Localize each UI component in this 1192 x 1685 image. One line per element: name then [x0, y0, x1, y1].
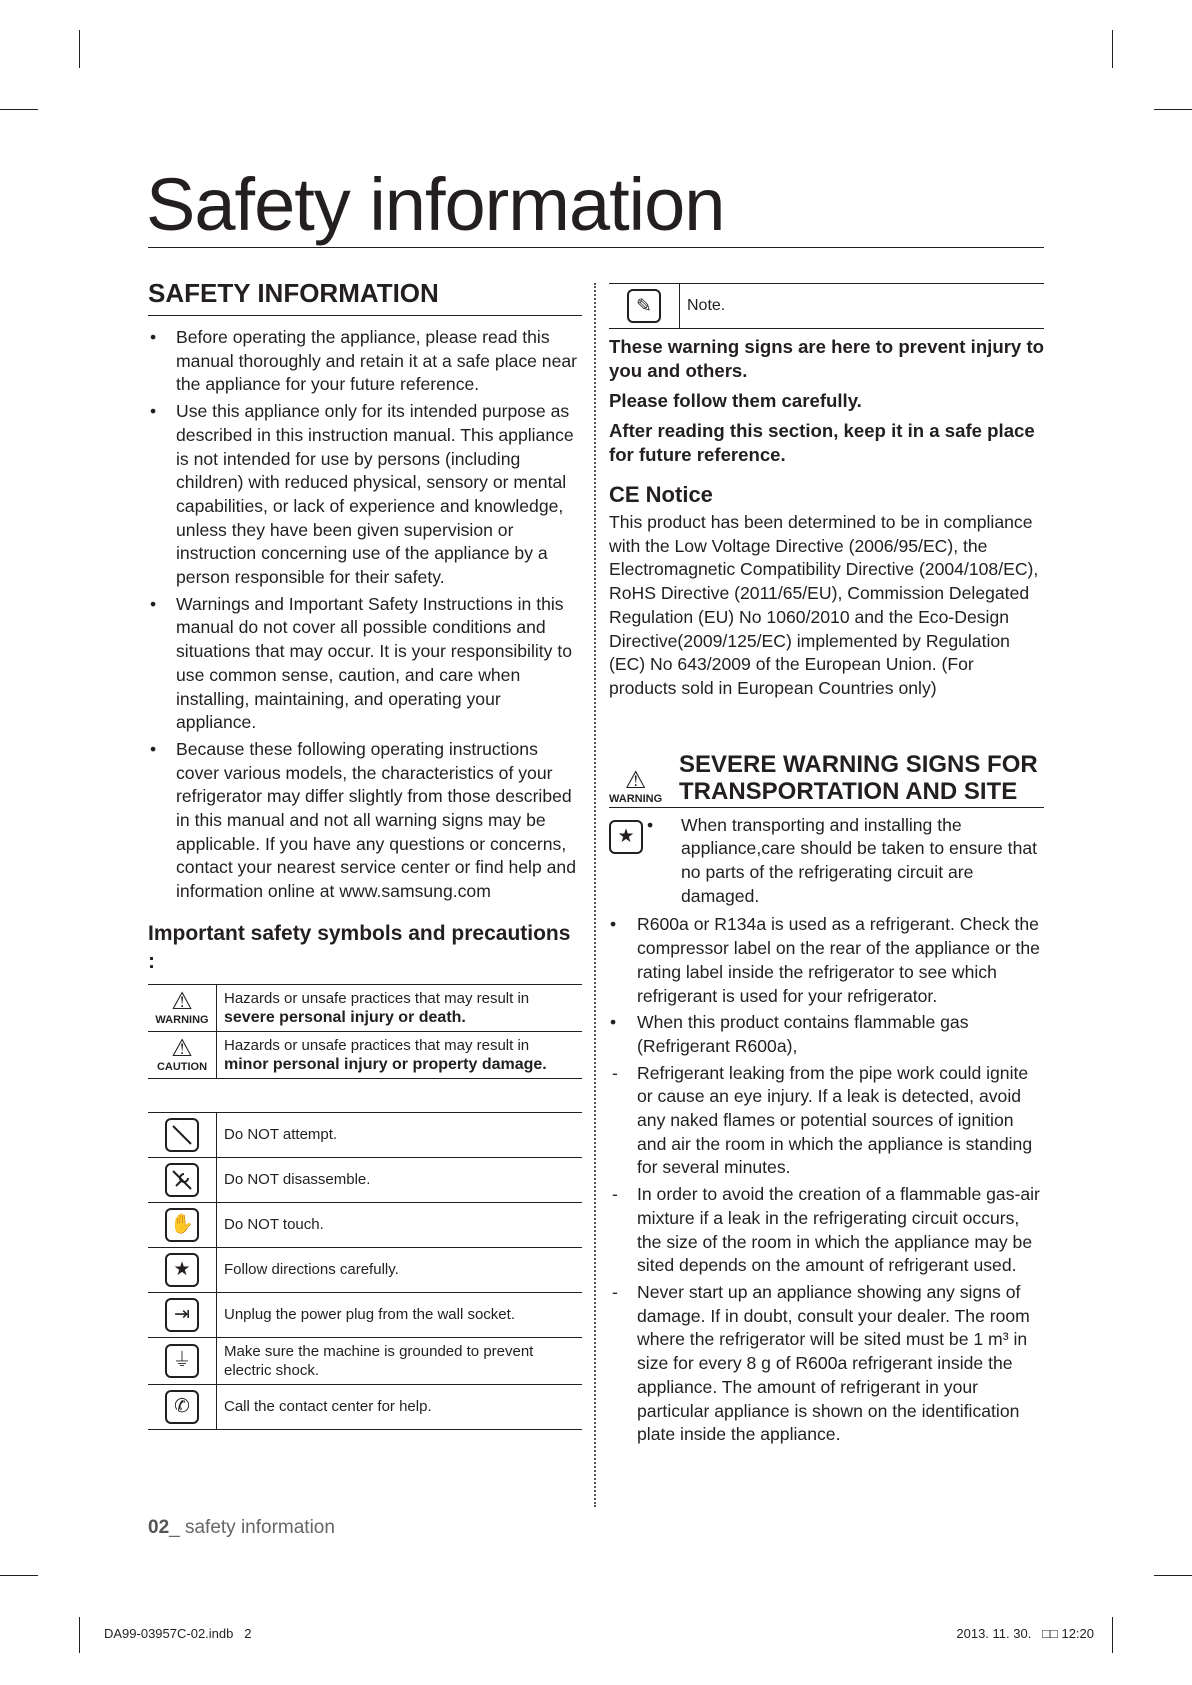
warning-icon: ⚠ WARNING: [155, 987, 209, 1026]
crop-mark: [1112, 30, 1113, 68]
title-rule: [148, 247, 1044, 248]
list-item: • Before operating the appliance, please read this manual thoroughly and retain it at a safe place near the appliance for your future reference.: [148, 326, 582, 397]
hazard-text: Hazards or unsafe practices that may result in: [224, 989, 530, 1007]
list-item: - Never start up an appliance showing any signs of damage. If in doubt, consult your dealer. The room where the refrigerator will be sited must be 1 m³ in size for every 8 g of R600a refrigerant inside the appliance. The amount of refrigerant in your particular appliance is shown on the identification plate inside the appliance.: [609, 1281, 1044, 1447]
symbols-heading: Important safety symbols and precautions :: [148, 921, 571, 973]
list-item: • R600a or R134a is used as a refrigerant. Check the compressor label on the rear of the appliance or the rating label inside the refrigerator to see which refrigerant is used for your refrigerator.: [609, 913, 1044, 1008]
table-row: [148, 1157, 582, 1202]
severe-warning-heading: SEVERE WARNING SIGNS FOR: [679, 750, 1038, 778]
page-footer: [148, 1517, 335, 1539]
table-row: [148, 1031, 582, 1078]
do-not-touch-icon: ✋: [165, 1208, 199, 1242]
page-number: 02: [148, 1517, 170, 1538]
page-title: Safety information: [146, 163, 725, 246]
star-bullet-row: [609, 814, 1044, 912]
table-row: [148, 984, 582, 1031]
star-icon: ★: [609, 820, 643, 854]
hazard-emphasis: severe personal injury or death.: [224, 1008, 466, 1026]
symbol-text: Follow directions carefully.: [217, 1247, 583, 1292]
table-row: [148, 1337, 582, 1384]
crop-mark: [1154, 1575, 1192, 1576]
safety-bullets: [148, 326, 582, 904]
ce-notice-heading: CE Notice: [609, 482, 713, 507]
do-not-attempt-icon: [165, 1118, 199, 1152]
symbol-text: Do NOT disassemble.: [217, 1157, 583, 1202]
warning-line: After reading this section, keep it in a safe place for future reference.: [609, 420, 1035, 465]
symbol-text: Make sure the machine is grounded to prevent electric shock.: [217, 1337, 583, 1384]
list-item: • When this product contains flammable gas (Refrigerant R600a),: [609, 1011, 1044, 1058]
hazard-text: Hazards or unsafe practices that may result in: [224, 1036, 530, 1054]
crop-mark: [1154, 109, 1192, 110]
warning-line: Please follow them carefully.: [609, 390, 862, 411]
warning-icon: ⚠ WARNING: [609, 766, 663, 805]
symbol-text: Do NOT attempt.: [217, 1112, 583, 1157]
print-slug-file: DA99-03957C-02.indb 2: [104, 1626, 252, 1641]
list-item: • Because these following operating instructions cover various models, the characteristics of your refrigerator may differ slightly from those described in this manual and not all warning signs may be applicable. If you have any questions or concerns, contact your nearest service center or find help and information online at www.samsung.com: [148, 738, 582, 904]
section-heading: SAFETY INFORMATION: [148, 278, 582, 316]
severe-warning-heading: TRANSPORTATION AND SITE: [679, 777, 1018, 805]
list-item: • Use this appliance only for its intended purpose as described in this instruction manual. This appliance is not intended for use by persons (including children) with reduced physical, sensory or mental capabilities, or lack of experience and knowledge, unless they have been given supervision or instruction concerning use of the appliance by a person responsible for their safety.: [148, 400, 582, 590]
crop-mark: [0, 1575, 38, 1576]
unplug-icon: ⇥: [165, 1298, 199, 1332]
ce-notice-text: This product has been determined to be in compliance with the Low Voltage Directive (2006/95/EC), the Electromagnetic Compatibility Directive (2004/108/EC), RoHS Directive (2011/65/EU), Commission Delegated Regulation (EU) No 1060/2010 and the Eco-Design Directive(2009/125/EC) implemented by Regulation (EC) No 643/2009 of the European Union. (For products sold in European Countries only): [609, 512, 1039, 698]
right-column: [609, 283, 1044, 1450]
hazard-emphasis: minor personal injury or property damage.: [224, 1055, 547, 1073]
table-row: [148, 1384, 582, 1429]
crop-mark: [0, 109, 38, 110]
page-footer-label: _ safety information: [169, 1517, 335, 1538]
warning-line: These warning signs are here to prevent injury to you and others.: [609, 336, 1044, 381]
table-row: [148, 1112, 582, 1157]
symbol-text: Call the contact center for help.: [217, 1384, 583, 1429]
crop-mark: [79, 1617, 80, 1653]
column-divider: [594, 283, 596, 1507]
symbol-table: [148, 1112, 582, 1430]
left-column: [148, 278, 582, 1430]
ground-icon: ⏚: [165, 1344, 199, 1378]
list-item: • When transporting and installing the appliance,care should be taken to ensure that no parts of the refrigerating circuit are damaged.: [645, 814, 1044, 909]
note-label: Note.: [687, 297, 726, 314]
table-row: [148, 1247, 582, 1292]
note-box: [609, 283, 1044, 329]
table-row: [148, 1202, 582, 1247]
caution-icon: ⚠ CAUTION: [156, 1034, 208, 1073]
list-item: - In order to avoid the creation of a flammable gas-air mixture if a leak in the refrigerating circuit occurs, the size of the room in which the appliance may be sited depends on the amount of refrigerant used.: [609, 1183, 1044, 1278]
symbol-text: Do NOT touch.: [217, 1202, 583, 1247]
phone-icon: ✆: [165, 1390, 199, 1424]
table-row: [148, 1292, 582, 1337]
symbol-text: Unplug the power plug from the wall socket.: [217, 1292, 583, 1337]
list-item: • Warnings and Important Safety Instructions in this manual do not cover all possible conditions and situations that may occur. It is your responsibility to use common sense, caution, and care when installing, maintaining, and operating your appliance.: [148, 593, 582, 735]
refrigerant-list: [609, 913, 1044, 1446]
severe-warning-header: [609, 751, 1044, 808]
crop-mark: [1112, 1617, 1113, 1653]
note-icon: ✎: [627, 289, 661, 323]
star-icon: ★: [165, 1253, 199, 1287]
hazard-table: [148, 984, 582, 1079]
print-slug-date: 2013. 11. 30. □□ 12:20: [956, 1626, 1094, 1641]
list-item: - Refrigerant leaking from the pipe work could ignite or cause an eye injury. If a leak is detected, avoid any naked flames or potential sources of ignition and air the room in which the appliance is standing for several minutes.: [609, 1062, 1044, 1181]
do-not-disassemble-icon: [165, 1163, 199, 1197]
crop-mark: [79, 30, 80, 68]
